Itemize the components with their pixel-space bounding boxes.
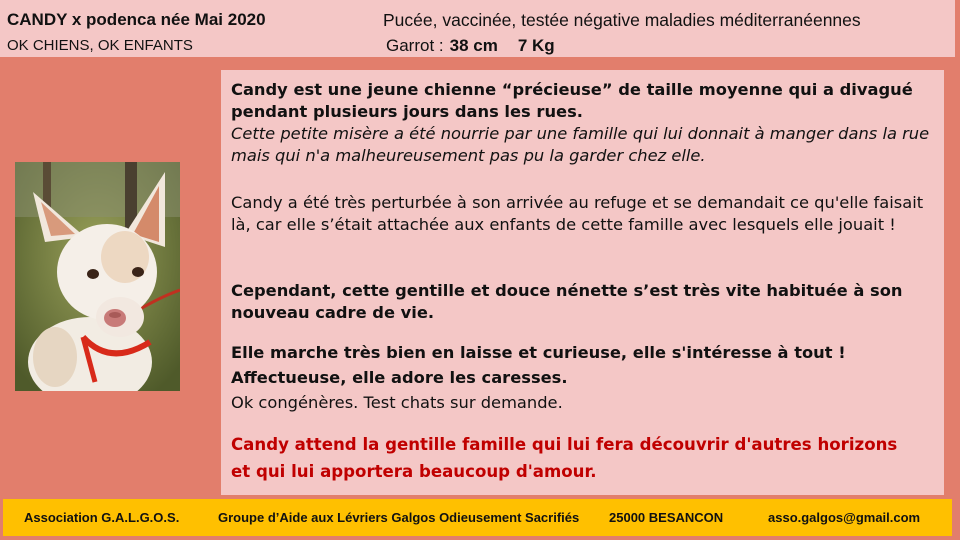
garrot-value: 38 cm <box>449 36 498 55</box>
behavior-block <box>231 340 941 415</box>
leash-text: Elle marche très bien en laisse et curieuse, elle s'intéresse à tout ! <box>231 343 846 362</box>
description-panel <box>221 70 944 495</box>
size-line <box>386 36 555 56</box>
header-band <box>0 0 955 57</box>
affection-text: Affectueuse, elle adore les caresses. <box>231 368 568 387</box>
association-city: 25000 BESANCON <box>609 510 724 525</box>
intro-bold-text: Candy est une jeune chienne “précieuse” de taille moyenne qui a divagué pendant plusieurs jours dans les rues. <box>231 80 913 121</box>
intro-block <box>231 79 931 167</box>
association-email[interactable]: asso.galgos@gmail.com <box>768 510 921 525</box>
adapt-text: Cependant, cette gentille et douce nénette s’est très vite habituée à son nouveau cadre de vie. <box>231 281 903 322</box>
dog-illustration <box>15 162 180 391</box>
congeners-text: Ok congénères. Test chats sur demande. <box>231 393 563 412</box>
call-to-action: Candy attend la gentille famille qui lui fera découvrir d'autres horizons et qui lui apportera beaucoup d'amour. <box>231 435 898 481</box>
dog-photo <box>15 162 180 391</box>
association-full-name: Groupe d’Aide aux Lévriers Galgos Odieusement Sacrifiés <box>218 510 580 525</box>
health-line: Pucée, vaccinée, testée négative maladies méditerranéennes <box>383 10 861 30</box>
dog-title: CANDY x podenca née Mai 2020 <box>7 10 266 29</box>
association-name: Association G.A.L.G.O.S. <box>24 510 180 525</box>
intro-italic-text: Cette petite misère a été nourrie par une famille qui lui donnait à manger dans la rue mais qui n'a malheureusement pas pu la garder chez elle. <box>231 124 930 165</box>
footer-band <box>3 499 952 536</box>
weight-value: 7 Kg <box>517 36 555 55</box>
refuge-text: Candy a été très perturbée à son arrivée au refuge et se demandait ce qu'elle faisait là, car elle s’était attachée aux enfants de cette famille avec lesquels elle jouait ! <box>231 193 924 234</box>
compat-line: OK CHIENS, OK ENFANTS <box>7 37 193 54</box>
garrot-label: Garrot : <box>386 36 444 55</box>
